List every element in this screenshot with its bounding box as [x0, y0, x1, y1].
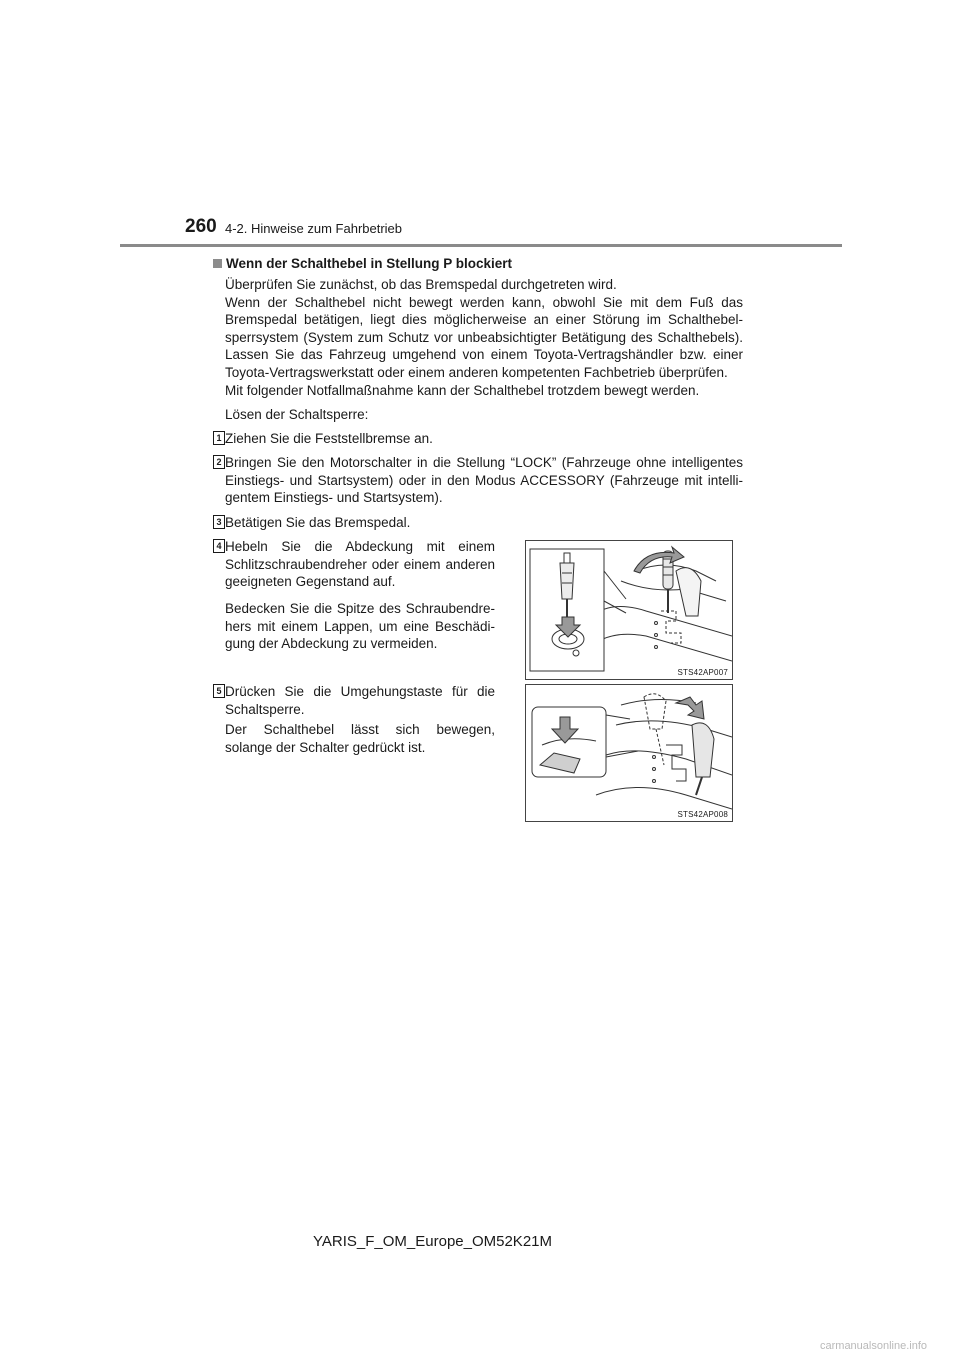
step-2-line: Einstiegs- und Startsystem) oder in den Modus ACCESSORY (Fahrzeuge mit intelli- — [225, 472, 743, 488]
step-5-line: Schaltsperre. — [225, 701, 305, 717]
step-4-note — [225, 600, 495, 653]
intro-paragraph — [225, 276, 743, 399]
step-5-text — [225, 683, 495, 718]
step-5-note-line: solange der Schalter gedrückt ist. — [225, 739, 426, 755]
step-4-note-line: hers mit einem Lappen, um eine Beschädi- — [225, 618, 495, 634]
section-heading-text: Wenn der Schalthebel in Stellung P blockiert — [226, 256, 513, 271]
step-number-3: 3 — [213, 515, 225, 529]
step-4-line: Schlitzschraubendreher oder einem anderen — [225, 556, 495, 572]
step-5-note-line: Der Schalthebel lässt sich bewegen, — [225, 722, 495, 737]
step-number-2: 2 — [213, 455, 225, 469]
intro-line: Bremspedal betätigen, liegt dies möglicherweise an einer Störung im Schalthebel- — [225, 312, 743, 328]
step-number-1: 1 — [213, 431, 225, 445]
shift-lock-release-button-illustration — [526, 685, 732, 821]
intro-line: Toyota-Vertragswerkstatt oder einem anderen kompetenten Fachbetrieb überprüfen. — [225, 364, 728, 380]
section-heading — [213, 256, 512, 271]
page-number: 260 — [185, 216, 217, 237]
step-2-line: Bringen Sie den Motorschalter in die Stellung “LOCK” (Fahrzeuge ohne intelligentes — [225, 455, 743, 470]
step-number-5: 5 — [213, 684, 225, 698]
step-1-text: Ziehen Sie die Feststellbremse an. — [225, 431, 433, 446]
step-number-4: 4 — [213, 539, 225, 553]
step-4-line: Hebeln Sie die Abdeckung mit einem — [225, 539, 495, 554]
step-4-line: geeigneten Gegenstand auf. — [225, 574, 396, 590]
step-3-text: Betätigen Sie das Bremspedal. — [225, 515, 411, 530]
document-footer: YARIS_F_OM_Europe_OM52K21M — [313, 1233, 552, 1250]
figure-shift-lock-release — [525, 684, 733, 822]
header-divider — [120, 244, 842, 247]
figure-code: STS42AP007 — [677, 668, 728, 677]
step-4-note-line: gung der Abdeckung zu vermeiden. — [225, 636, 438, 652]
figure-screwdriver-cover — [525, 540, 733, 680]
figure-code: STS42AP008 — [677, 810, 728, 819]
step-5-note — [225, 721, 495, 756]
intro-line: Überprüfen Sie zunächst, ob das Bremspedal durchgetreten wird. — [225, 277, 617, 292]
section-title: 4-2. Hinweise zum Fahrbetrieb — [225, 221, 403, 236]
release-label: Lösen der Schaltsperre: — [225, 407, 369, 422]
watermark: carmanualsonline.info — [820, 1340, 928, 1352]
intro-line: Lassen Sie das Fahrzeug umgehend von einem Toyota-Vertragshändler bzw. einer — [225, 347, 743, 363]
step-4-text — [225, 538, 495, 591]
step-2-text — [225, 454, 743, 507]
intro-line: Wenn der Schalthebel nicht bewegt werden kann, obwohl Sie mit dem Fuß das — [225, 294, 743, 310]
step-4-note-line: Bedecken Sie die Spitze des Schraubendre- — [225, 601, 495, 616]
step-2-line: gentem Einstiegs- und Startsystem). — [225, 490, 443, 506]
square-bullet-icon — [213, 259, 222, 268]
intro-line: Mit folgender Notfallmaßnahme kann der Schalthebel trotzdem bewegt werden. — [225, 382, 700, 398]
intro-line: sperrsystem (System zum Schutz vor unbeabsichtigter Betätigung des Schalthebels). — [225, 329, 743, 345]
screwdriver-prying-cover-illustration — [526, 541, 732, 679]
step-5-line: Drücken Sie die Umgehungstaste für die — [225, 684, 495, 699]
